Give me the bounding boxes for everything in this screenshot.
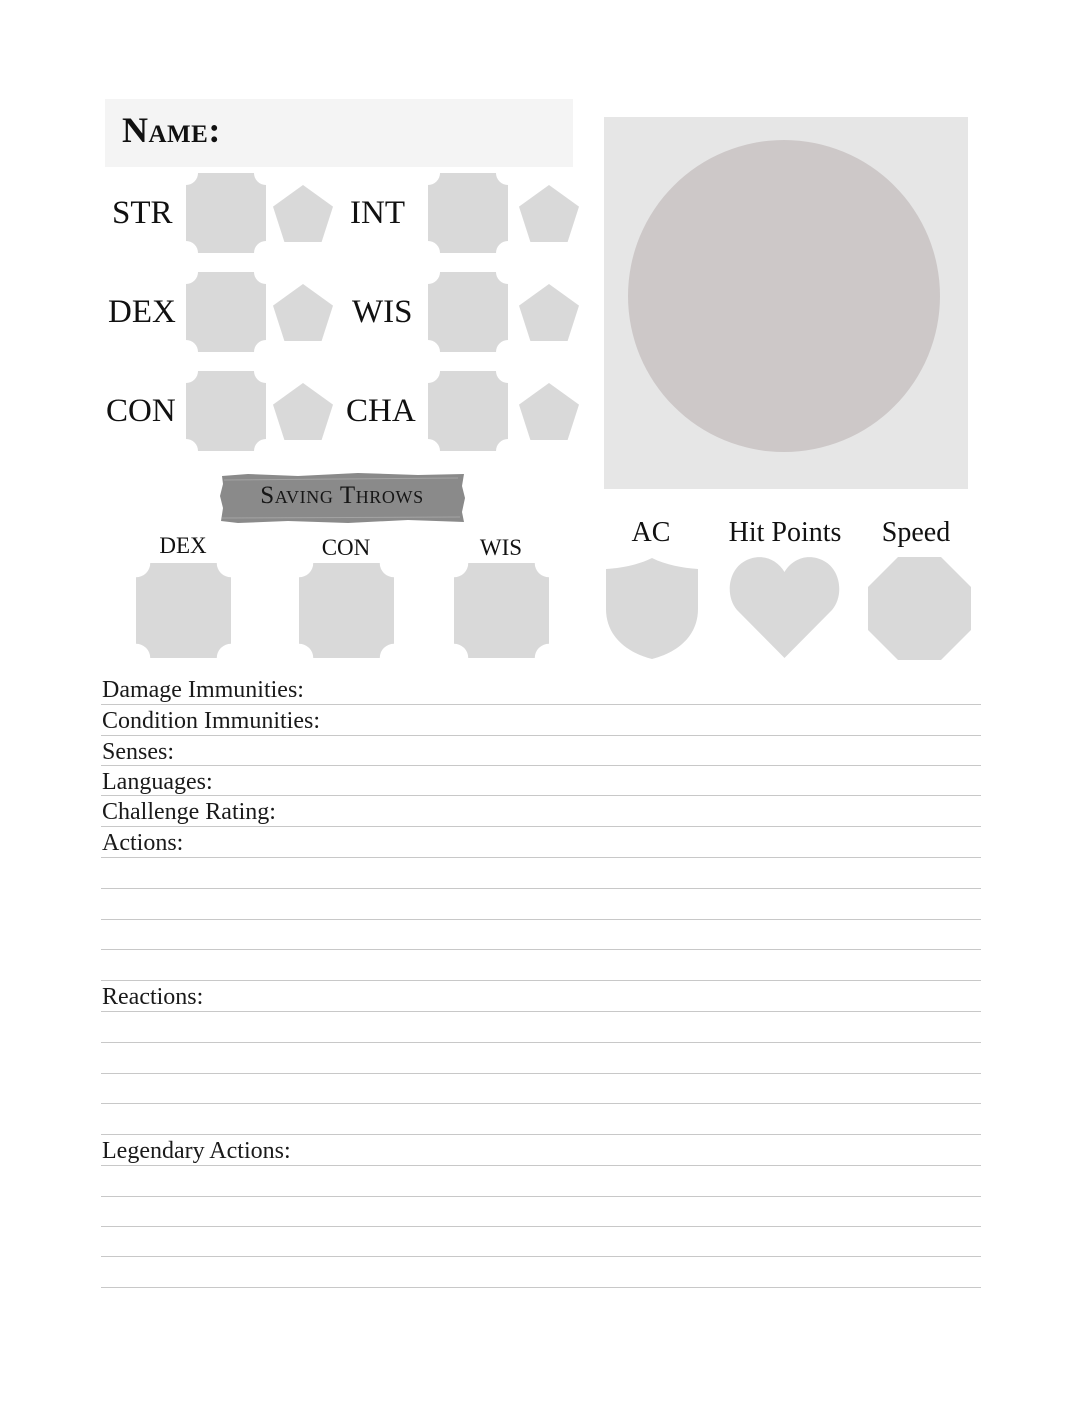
saving-throw-label-wis: WIS	[479, 535, 523, 560]
saving-throw-con-box[interactable]	[299, 563, 394, 658]
ability-label-wis: WIS	[352, 294, 413, 330]
reactions-line[interactable]	[101, 1011, 981, 1012]
speed-label: Speed	[881, 517, 951, 548]
con-score-box[interactable]	[186, 371, 266, 451]
legendary-actions-label: Legendary Actions:	[102, 1138, 291, 1164]
wis-score-box[interactable]	[428, 272, 508, 352]
actions-line[interactable]	[101, 919, 981, 920]
cha-modifier-pentagon[interactable]	[519, 383, 579, 440]
ac-shield-icon[interactable]	[605, 557, 699, 660]
saving-throw-label-dex: DEX	[159, 533, 207, 558]
legendary-actions-line[interactable]	[101, 1165, 981, 1166]
saving-throw-wis-box[interactable]	[454, 563, 549, 658]
hit-points-heart-icon[interactable]	[729, 556, 840, 659]
actions-line[interactable]	[101, 888, 981, 889]
challenge-rating-label: Challenge Rating:	[102, 799, 276, 825]
reactions-line[interactable]	[101, 1073, 981, 1074]
int-score-box[interactable]	[428, 173, 508, 253]
con-modifier-pentagon[interactable]	[273, 383, 333, 440]
dex-score-box[interactable]	[186, 272, 266, 352]
hit-points-label: Hit Points	[728, 517, 842, 548]
saving-throw-dex-box[interactable]	[136, 563, 231, 658]
saving-throw-label-con: CON	[321, 535, 371, 560]
reactions-label: Reactions:	[102, 984, 204, 1010]
damage-immunities-line[interactable]	[101, 704, 981, 705]
int-modifier-pentagon[interactable]	[519, 185, 579, 242]
senses-line[interactable]	[101, 765, 981, 766]
ability-label-int: INT	[350, 195, 405, 231]
actions-label: Actions:	[102, 830, 184, 856]
reactions-line[interactable]	[101, 1134, 981, 1135]
saving-throws-title: Saving Throws	[260, 482, 424, 509]
portrait-image-area[interactable]	[628, 140, 940, 452]
challenge-rating-line[interactable]	[101, 826, 981, 827]
legendary-actions-line[interactable]	[101, 1256, 981, 1257]
reactions-line[interactable]	[101, 1103, 981, 1104]
ability-label-dex: DEX	[108, 294, 176, 330]
ac-label: AC	[631, 517, 671, 548]
actions-line[interactable]	[101, 857, 981, 858]
str-score-box[interactable]	[186, 173, 266, 253]
senses-label: Senses:	[102, 739, 174, 765]
actions-line[interactable]	[101, 949, 981, 950]
cha-score-box[interactable]	[428, 371, 508, 451]
legendary-actions-line[interactable]	[101, 1226, 981, 1227]
dex-modifier-pentagon[interactable]	[273, 284, 333, 341]
wis-modifier-pentagon[interactable]	[519, 284, 579, 341]
reactions-line[interactable]	[101, 1042, 981, 1043]
legendary-actions-line[interactable]	[101, 1196, 981, 1197]
condition-immunities-line[interactable]	[101, 735, 981, 736]
ability-label-cha: CHA	[346, 393, 416, 429]
name-label: Name:	[122, 110, 221, 150]
speed-octagon-icon[interactable]	[868, 557, 971, 660]
languages-line[interactable]	[101, 795, 981, 796]
actions-line[interactable]	[101, 980, 981, 981]
languages-label: Languages:	[102, 769, 213, 795]
str-modifier-pentagon[interactable]	[273, 185, 333, 242]
damage-immunities-label: Damage Immunities:	[102, 677, 304, 703]
legendary-actions-line[interactable]	[101, 1287, 981, 1288]
condition-immunities-label: Condition Immunities:	[102, 708, 321, 734]
ability-label-con: CON	[106, 393, 176, 429]
ability-label-str: STR	[112, 195, 173, 231]
